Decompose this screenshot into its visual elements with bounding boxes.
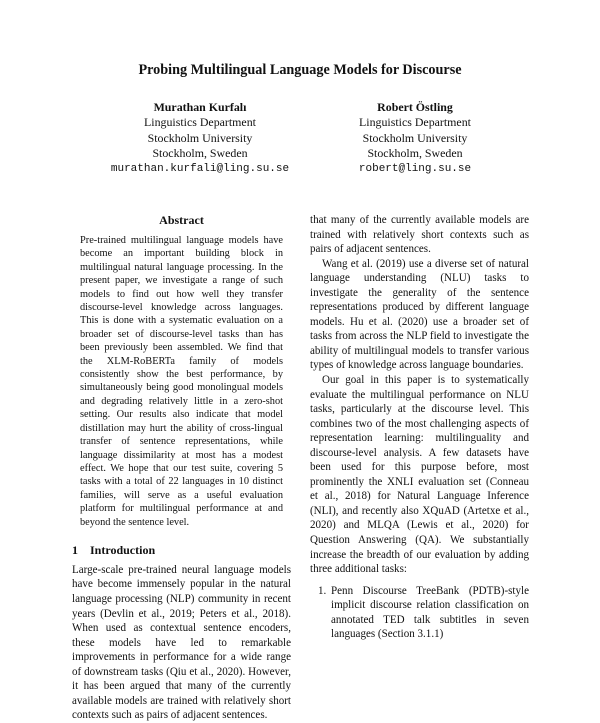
- author-email: robert@ling.su.se: [358, 162, 472, 175]
- author-department: Linguistics Department: [359, 115, 471, 130]
- section-heading-introduction: [72, 543, 291, 558]
- author-block-1: [95, 100, 305, 177]
- body-paragraph-continued: that many of the currently available models are trained with relatively short contexts such as pairs of adjacent sentences.: [310, 214, 529, 256]
- author-university: Stockholm University: [147, 130, 253, 145]
- section-title: Introduction: [90, 542, 156, 557]
- body-paragraph: Our goal in this paper is to systematically evaluate the multilingual performance on NLU tasks, particularly at the discourse level. This combines two of the most challenging aspects of representation learning: multilinguality and discourse-level analysis. A few datasets have been used for this purpose before, most prominently the XNLI evaluation set (Conneau et al., 2018) for Natural Language Inference (NLI), and recently also XQuAD (Artetxe et al., 2020) and MLQA (Lewis et al., 2020) for Question Answering (QA). We substantially increase the breadth of our evaluation by adding three additional tasks:: [310, 374, 529, 576]
- paper-title: Probing Multilingual Language Models for Discourse: [138, 62, 462, 78]
- author-block-2: [320, 100, 510, 177]
- author-name: Robert Östling: [377, 100, 453, 114]
- abstract-heading: Abstract: [159, 213, 204, 227]
- list-marker: 1.: [318, 584, 327, 597]
- introduction-paragraph: Large-scale pre-trained neural language models have become immensely popular in the natural language processing (NLP) community in recent years (Devlin et al., 2019; Peters et al., 2018). When used as contextual sentence encoders, these models have led to remarkable improvements in performance for a wide range of downstream tasks (Qiu et al., 2020). However, it has been argued that many of the currently available models are trained with relatively short contexts such as pairs of adjacent sentences.: [72, 563, 291, 722]
- body-paragraph: Wang et al. (2019) use a diverse set of natural language understanding (NLU) tasks to investigate the generality of the sentence representations produced by different language models. Hu et al. (2020) use a broader set of tasks from across the NLP field to investigate the ability of multilingual models to transfer various types of knowledge across language boundaries.: [310, 257, 529, 372]
- list-item-text: Penn Discourse TreeBank (PDTB)-style implicit discourse relation classification on annotated TED talk subtitles in seven languages (Section 3.1.1): [331, 584, 529, 641]
- author-name: Murathan Kurfalı: [153, 100, 247, 114]
- author-email: murathan.kurfali@ling.su.se: [110, 162, 290, 175]
- author-location: Stockholm, Sweden: [367, 146, 463, 161]
- author-department: Linguistics Department: [144, 115, 256, 130]
- left-column: [72, 213, 291, 723]
- abstract-text: Pre-trained multilingual language models have become an important building block in multilingual natural language processing. In the present paper, we investigate a range of such models to find out how well they transfer discourse-level knowledge across languages. This is done with a systematic evaluation on a broader set of discourse-level tasks than has been previously been assembled. We find that the XLM-RoBERTa family of models consistently show the best performance, by simultaneously being good monolingual models and degrading relatively little in a zero-shot setting. Our results also indicate that model distillation may hurt the ability of cross-lingual transfer of sentence representations, while language dissimilarity at most has a modest effect. We hope that our test suite, covering 5 tasks with a total of 22 languages in 10 distinct families, will serve as a useful evaluation platform for multilingual performance at and beyond the sentence level.: [80, 235, 283, 528]
- section-number: 1: [72, 542, 78, 557]
- author-university: Stockholm University: [362, 130, 468, 145]
- list-item: [310, 584, 529, 642]
- author-location: Stockholm, Sweden: [152, 146, 248, 161]
- right-column: [310, 213, 529, 642]
- tasks-list: [310, 584, 529, 642]
